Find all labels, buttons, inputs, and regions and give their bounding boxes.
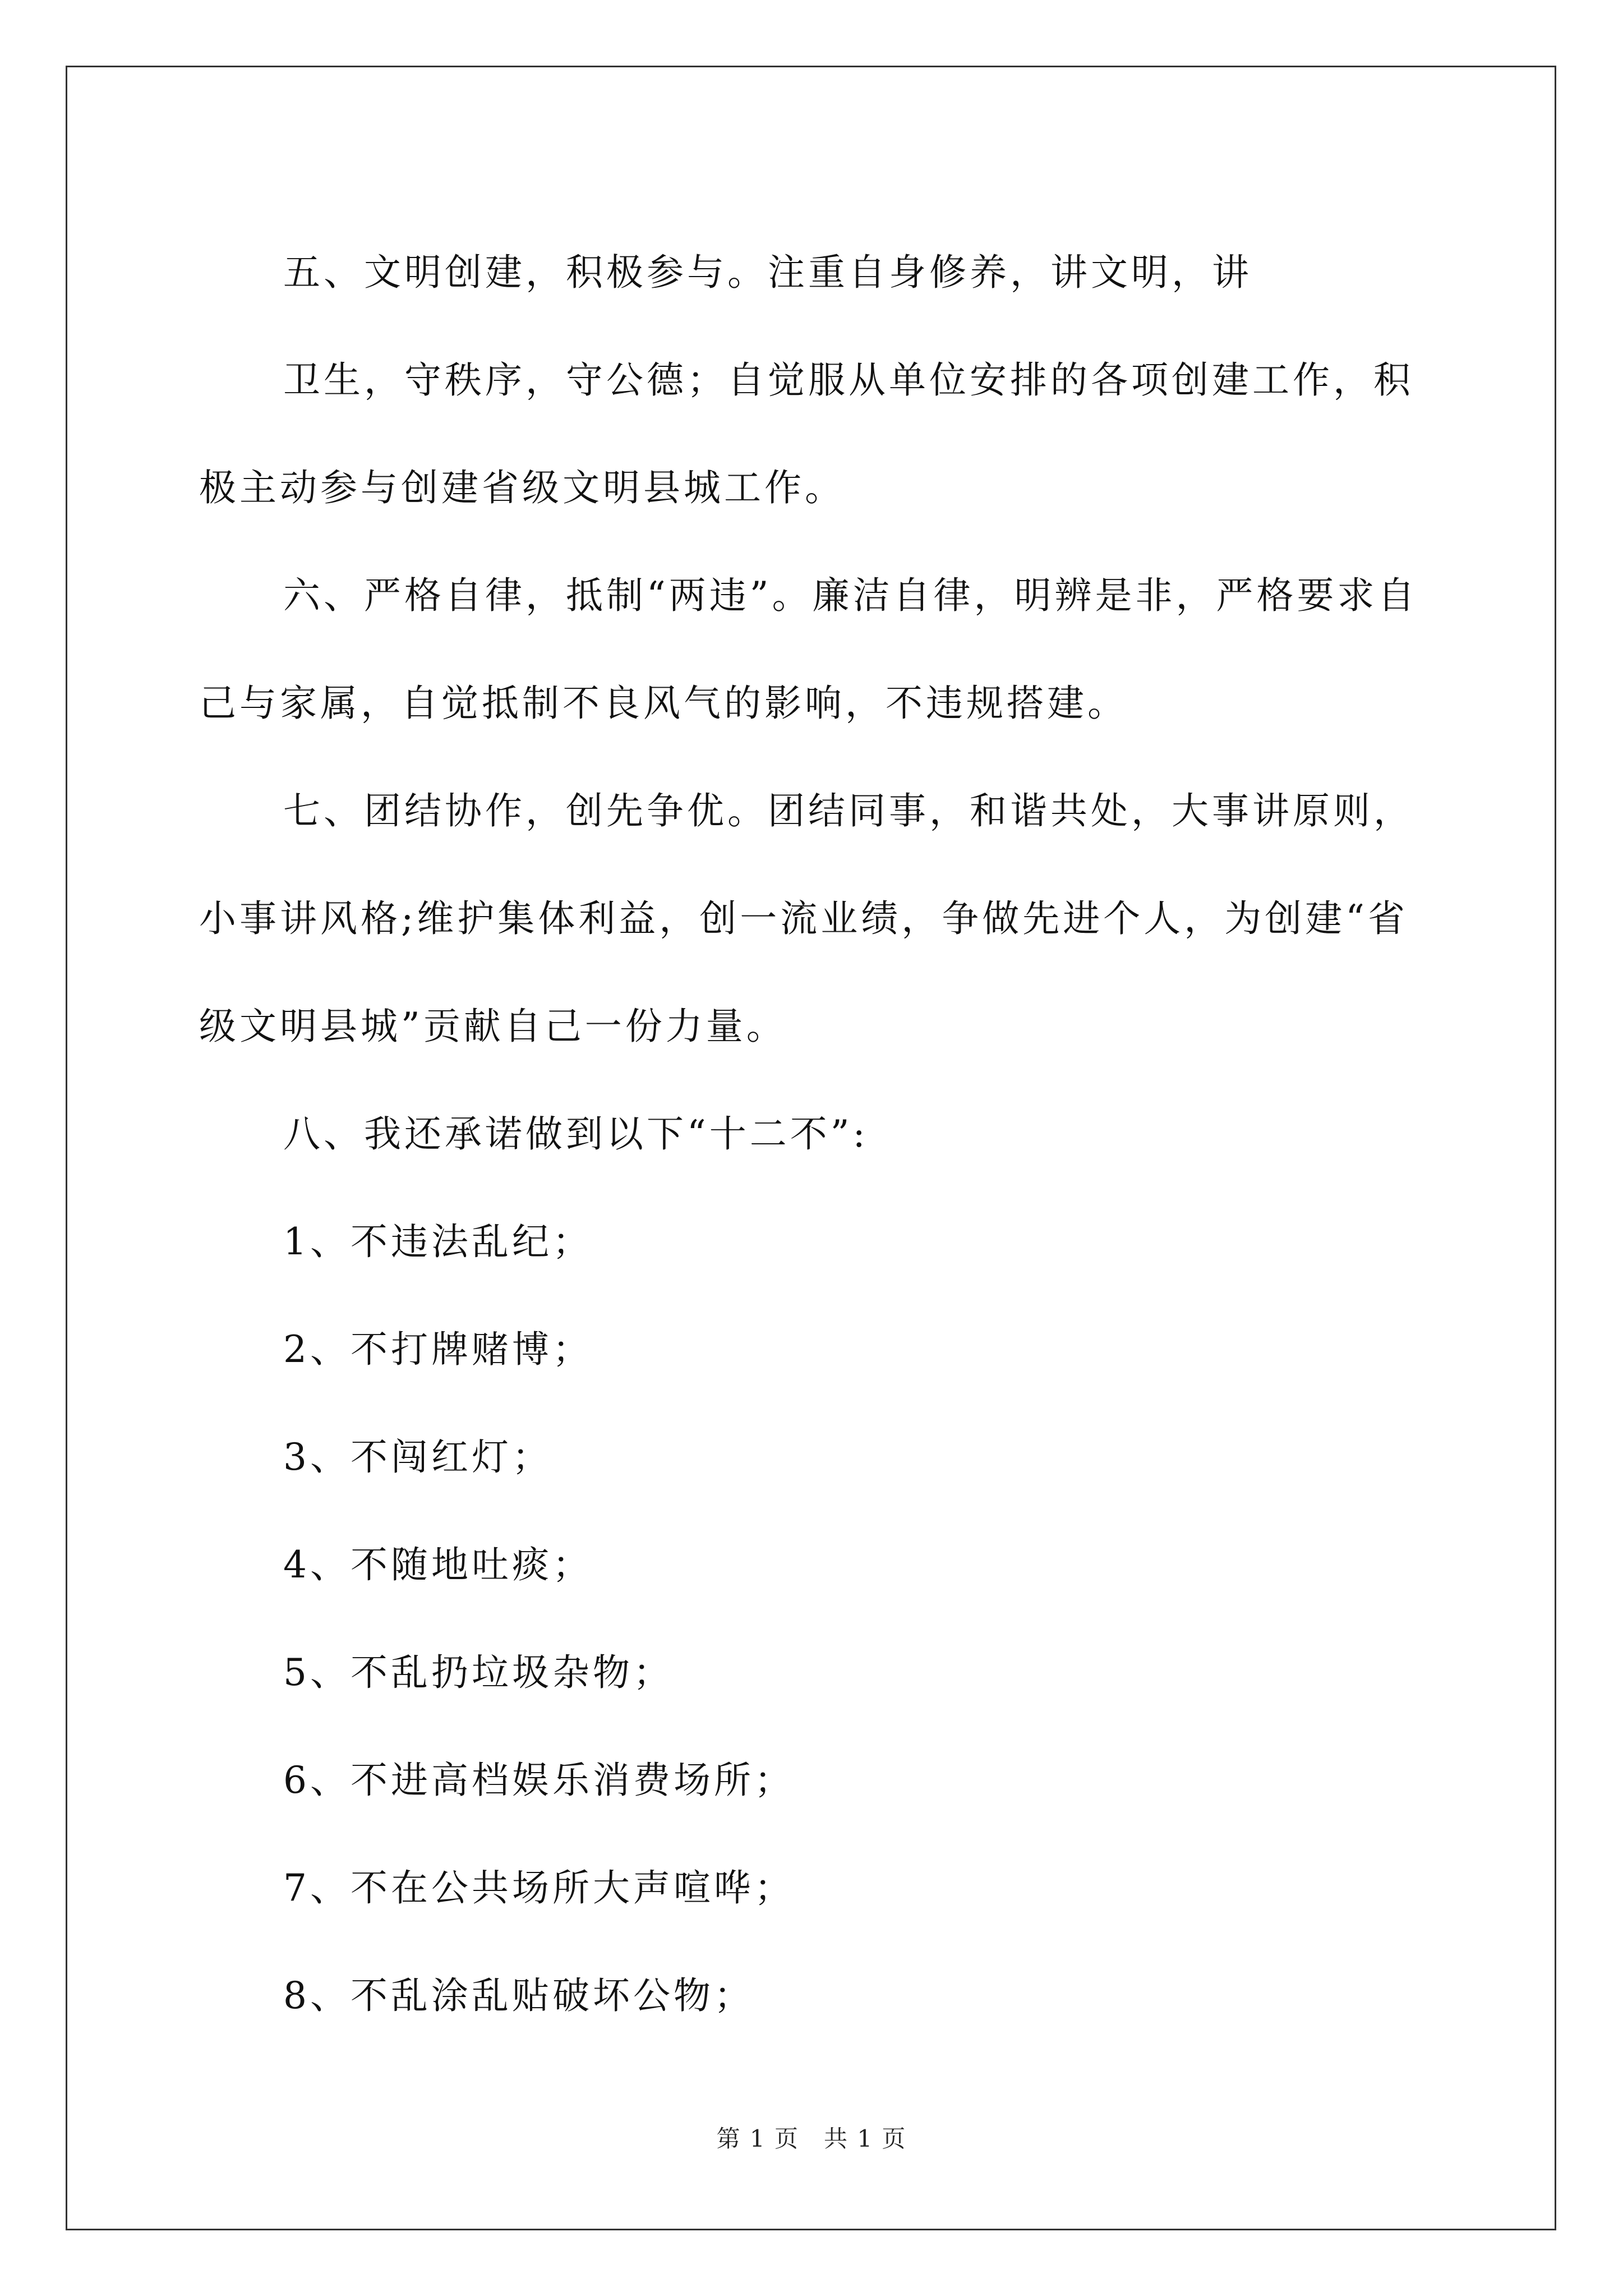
list-item: 6、不进高档娱乐消费场所； xyxy=(283,1759,795,1802)
list-item: 3、不闯红灯； xyxy=(283,1435,552,1479)
paragraph-line: 五、文明创建，积极参与。注重自身修养，讲文明，讲 xyxy=(283,251,1252,294)
paragraph-line: 八、我还承诺做到以下“十二不”: xyxy=(283,1112,869,1156)
paragraph-line: 七、团结协作，创先争优。团结同事，和谐共处，大事讲原则， xyxy=(283,789,1414,832)
paragraph-line: 小事讲风格;维护集体利益，创一流业绩，争做先进个人，为创建“省 xyxy=(199,897,1408,940)
paragraph-line: 卫生，守秩序，守公德；自觉服从单位安排的各项创建工作，积 xyxy=(283,358,1414,402)
paragraph-line: 六、严格自律，抵制“两违”。廉洁自律，明辨是非，严格要求自 xyxy=(283,574,1418,617)
list-item: 4、不随地吐痰； xyxy=(283,1543,593,1586)
paragraph-line: 级文明县城”贡献自己一份力量。 xyxy=(199,1005,787,1048)
list-item: 5、不乱扔垃圾杂物； xyxy=(283,1651,674,1694)
list-item: 2、不打牌赌博； xyxy=(283,1328,593,1371)
list-item: 8、不乱涂乱贴破坏公物； xyxy=(283,1974,754,2017)
list-item: 1、不违法乱纪； xyxy=(283,1220,593,1263)
paragraph-line: 己与家属，自觉抵制不良风气的影响，不违规搭建。 xyxy=(199,682,1128,725)
page-number-footer: 第 1 页 共 1 页 xyxy=(716,2125,907,2152)
document-body xyxy=(199,219,1433,2050)
list-item: 7、不在公共场所大声喧哗； xyxy=(283,1866,795,1910)
paragraph-line: 极主动参与创建省级文明县城工作。 xyxy=(199,466,845,509)
